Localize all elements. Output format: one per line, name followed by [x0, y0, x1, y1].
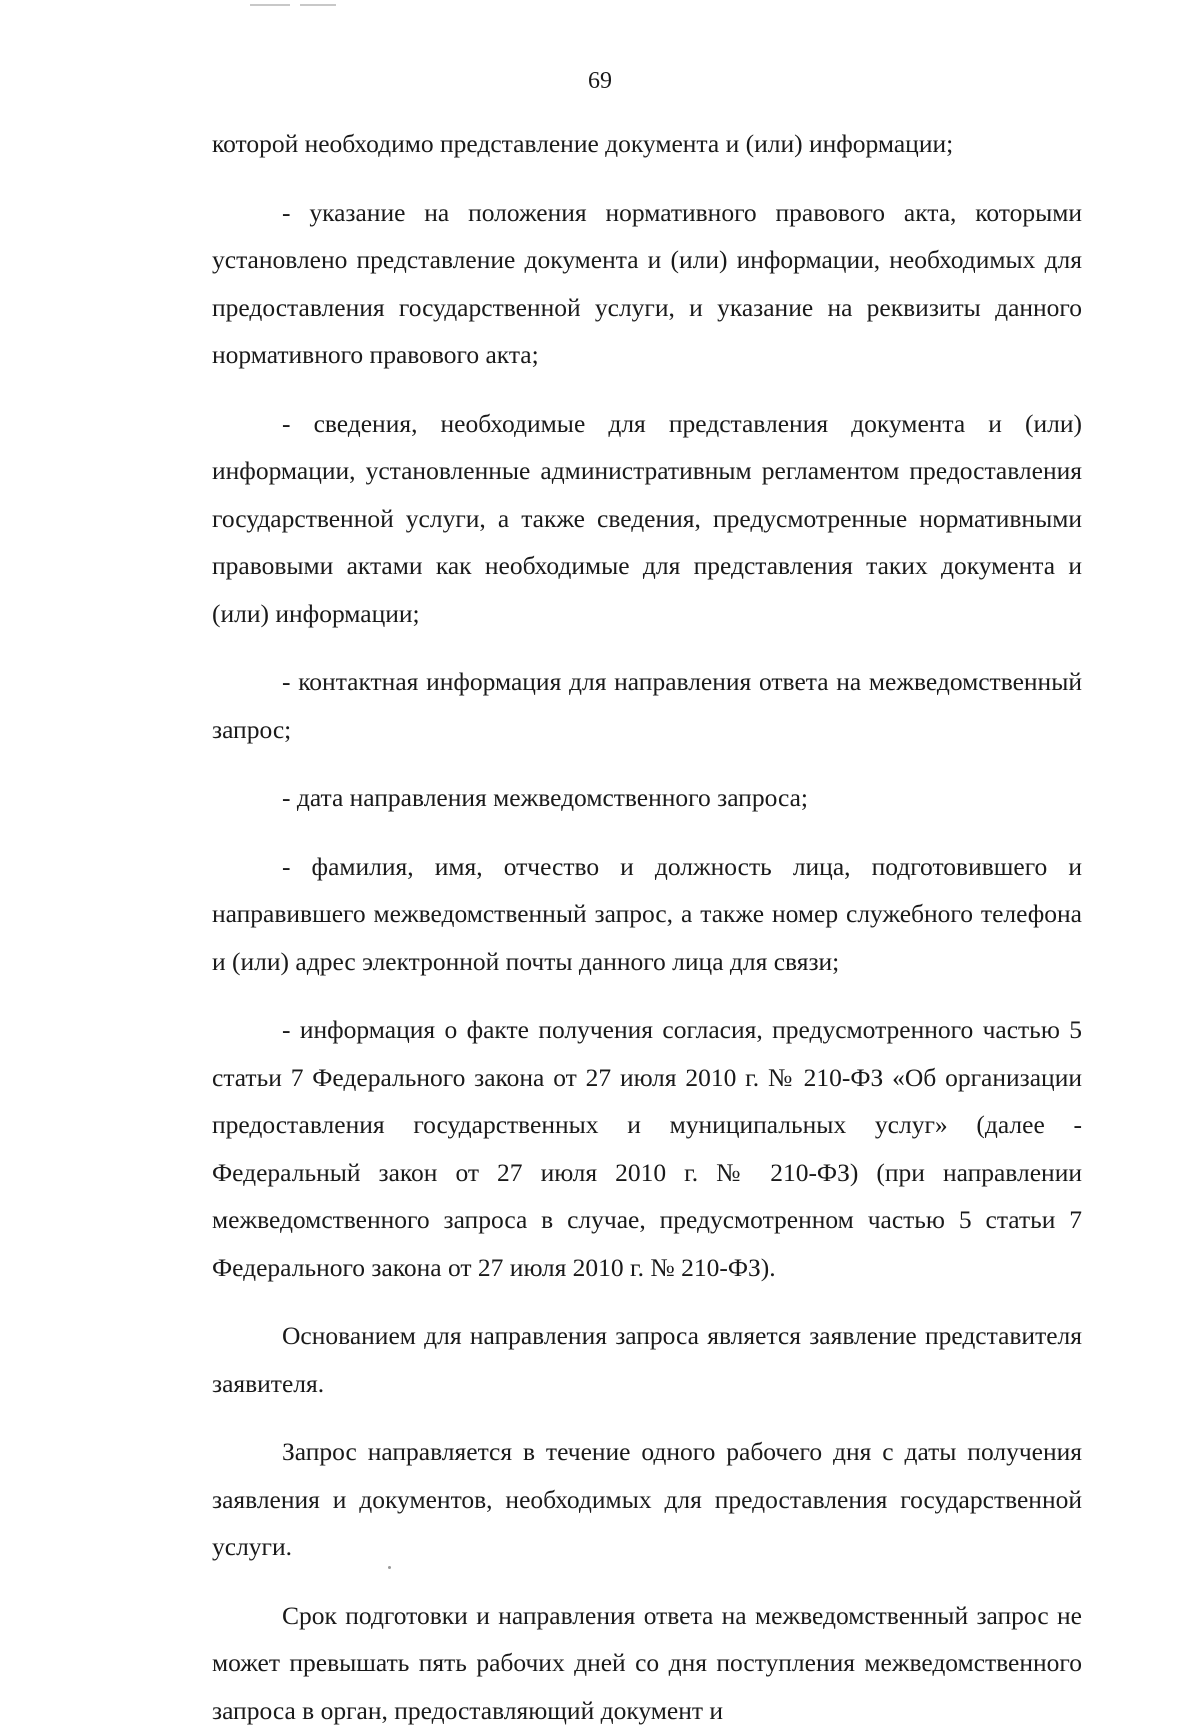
- paragraph: Основанием для направления запроса является заявление представителя заявителя.: [212, 1312, 1082, 1407]
- paragraph: - контактная информация для направления ответа на межведомственный запрос;: [212, 658, 1082, 753]
- paragraph: - сведения, необходимые для представления документа и (или) информации, установленные административным регламентом предоставления государственной услуги, а также сведения, предусмотренные нормативными правовыми актами как необходимые для представления таких документа и (или) информации;: [212, 400, 1082, 638]
- paragraph: - дата направления межведомственного запроса;: [212, 774, 1082, 822]
- paragraph: Срок подготовки и направления ответа на межведомственный запрос не может превышать пять рабочих дней со дня поступления межведомственного запроса в орган, предоставляющий документ и: [212, 1592, 1082, 1734]
- paragraph: Запрос направляется в течение одного рабочего дня с даты получения заявления и документов, необходимых для предоставления государственной услуги.: [212, 1428, 1082, 1571]
- scan-artifact: [300, 4, 336, 6]
- paragraph: - фамилия, имя, отчество и должность лица, подготовившего и направившего межведомственный запрос, а также номер служебного телефона и (или) адрес электронной почты данного лица для связи;: [212, 843, 1082, 986]
- paragraph: - информация о факте получения согласия, предусмотренного частью 5 статьи 7 Федерального закона от 27 июля 2010 г. № 210-ФЗ «Об организации предоставления государственных и муниципальных услуг» (далее - Федеральный закон от 27 июля 2010 г. № 210-ФЗ) (при направлении межведомственного запроса в случае, предусмотренном частью 5 статьи 7 Федерального закона от 27 июля 2010 г. № 210-ФЗ).: [212, 1006, 1082, 1291]
- page-number: 69: [0, 66, 1200, 96]
- document-body: [212, 120, 1082, 1734]
- paragraph: - указание на положения нормативного правового акта, которыми установлено представление документа и (или) информации, необходимых для предоставления государственной услуги, и указание на реквизиты данного нормативного правового акта;: [212, 189, 1082, 379]
- paragraph: которой необходимо представление документа и (или) информации;: [212, 120, 1082, 168]
- scan-artifact: [250, 4, 290, 6]
